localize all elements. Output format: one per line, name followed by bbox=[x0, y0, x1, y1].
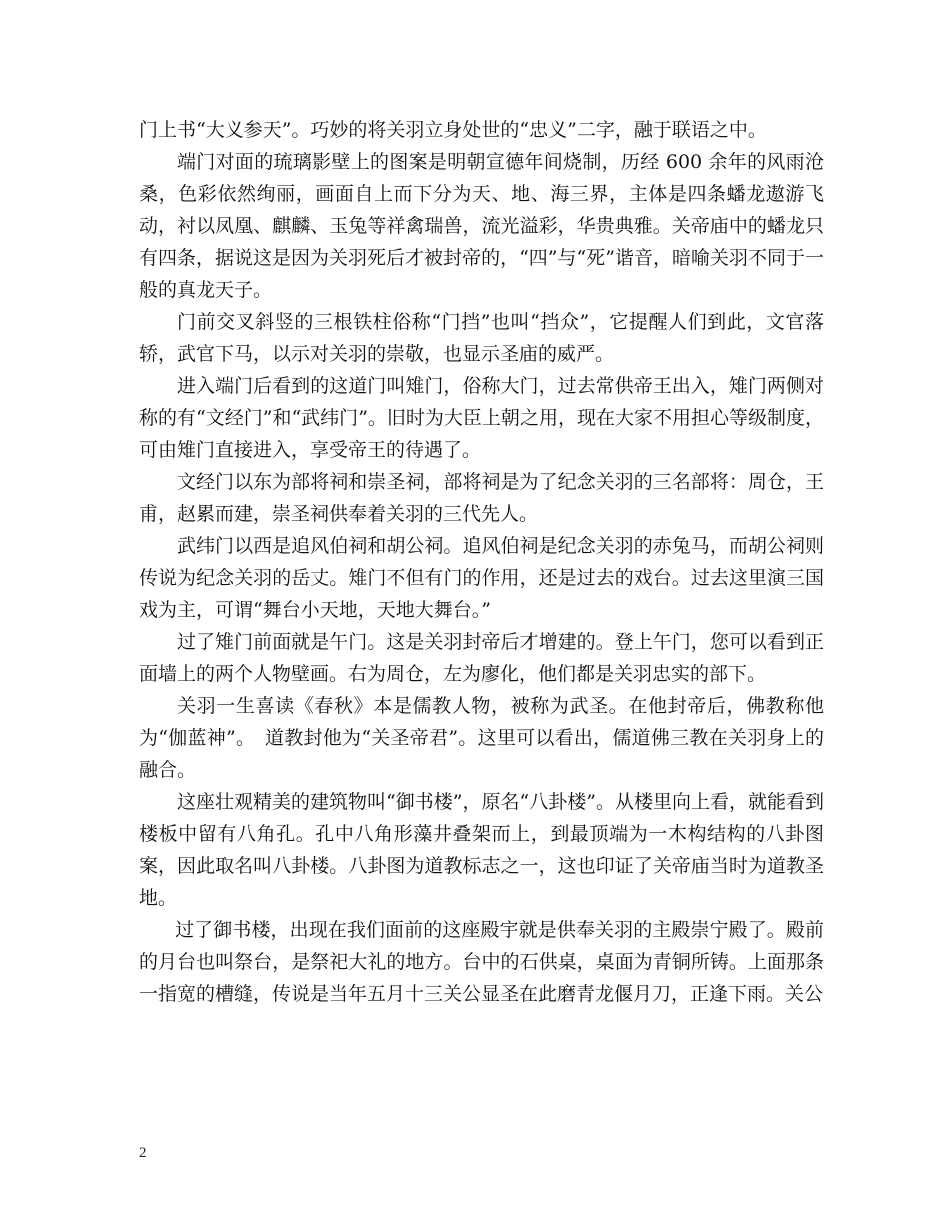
body-text bbox=[139, 114, 824, 1010]
page-number: 2 bbox=[139, 1145, 147, 1161]
paragraph-9: 这座壮观精美的建筑物叫“御书楼”，原名“八卦楼”。从楼里向上看，就能看到楼板中留有八角孔。孔中八角形藻井叠架而上，到最顶端为一木构结构的八卦图案，因此取名叫八卦楼。八卦图为道教标志之一，这也印证了关帝庙当时为道教圣地。 bbox=[139, 791, 824, 909]
paragraph-7: 过了雉门前面就是午门。这是关羽封帝后才增建的。登上午门，您可以看到正面墙上的两个人物壁画。右为周仓，左为廖化，他们都是关羽忠实的部下。 bbox=[139, 631, 824, 685]
paragraph-8: 关羽一生喜读《春秋》本是儒教人物，被称为武圣。在他封帝后，佛教称他为“伽蓝神”。 道教封他为“关圣帝君”。这里可以看出，儒道佛三教在关羽身上的融合。 bbox=[139, 695, 824, 781]
paragraph-2: 端门对面的琉璃影壁上的图案是明朝宣德年间烧制，历经 600 余年的风雨沧桑，色彩依然绚丽，画面自上而下分为天、地、海三界，主体是四条蟠龙遨游飞动，衬以凤凰、麒麟、玉兔等祥禽瑞兽，流光溢彩，华贵典雅。关帝庙中的蟠龙只有四条，据说这是因为关羽死后才被封帝的，“四”与“死”谐音，暗喻关羽不同于一般的真龙天子。 bbox=[139, 151, 824, 301]
paragraph-10: 过了御书楼，出现在我们面前的这座殿宇就是供奉关羽的主殿崇宁殿了。殿前的月台也叫祭台，是祭祀大礼的地方。台中的石供桌，桌面为青铜所铸。上面那条一指宽的槽缝，传说是当年五月十三关公显圣在此磨青龙偃月刀，正逢下雨。关公 bbox=[139, 919, 824, 1005]
paragraph-6: 武纬门以西是追风伯祠和胡公祠。追风伯祠是纪念关羽的赤兔马，而胡公祠则传说为纪念关羽的岳丈。雉门不但有门的作用，还是过去的戏台。过去这里演三国戏为主，可谓“舞台小天地，天地大舞台。” bbox=[139, 535, 824, 621]
paragraph-4: 进入端门后看到的这道门叫雉门，俗称大门，过去常供帝王出入，雉门两侧对称的有“文经门”和“武纬门”。旧时为大臣上朝之用，现在大家不用担心等级制度，可由雉门直接进入，享受帝王的待遇了。 bbox=[139, 375, 824, 461]
paragraph-3: 门前交叉斜竖的三根铁柱俗称“门挡”也叫“挡众”，它提醒人们到此，文官落轿，武官下马，以示对关羽的崇敬，也显示圣庙的威严。 bbox=[139, 311, 824, 365]
paragraph-5: 文经门以东为部将祠和崇圣祠，部将祠是为了纪念关羽的三名部将：周仓，王甫，赵累而建，崇圣祠供奉着关羽的三代先人。 bbox=[139, 471, 824, 525]
paragraph-1: 门上书“大义参天”。巧妙的将关羽立身处世的“忠义”二字，融于联语之中。 bbox=[139, 119, 767, 141]
